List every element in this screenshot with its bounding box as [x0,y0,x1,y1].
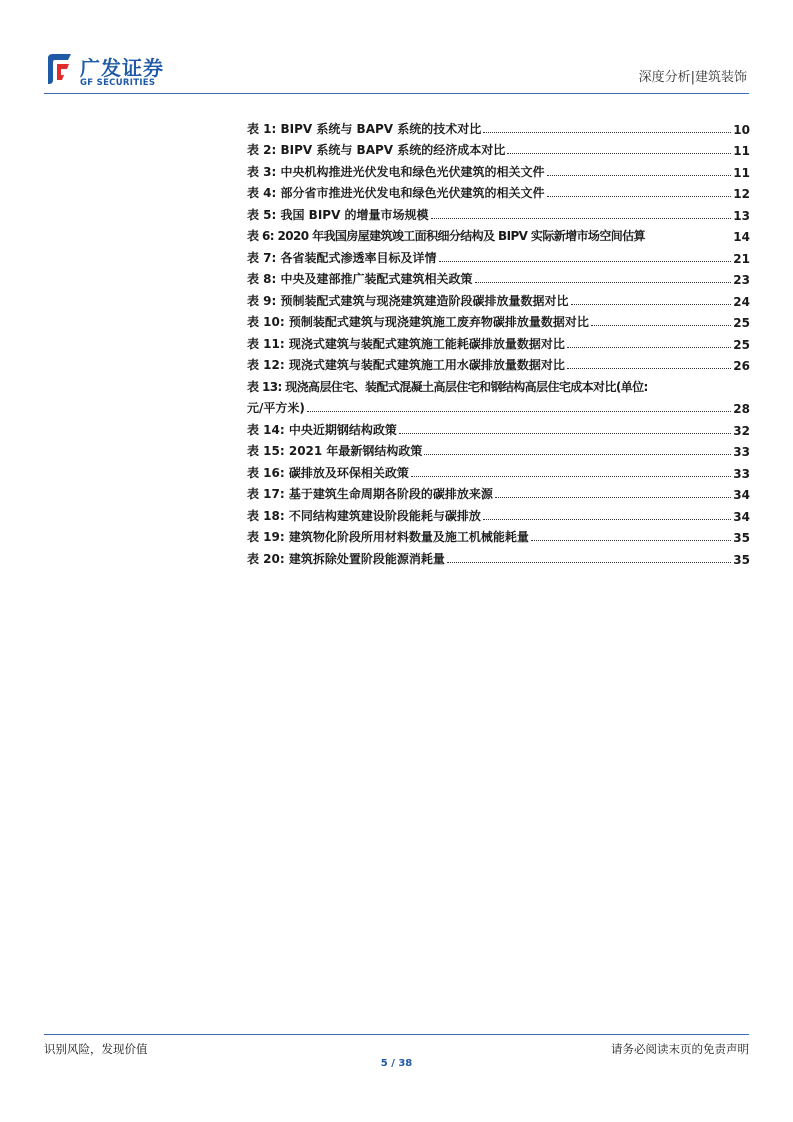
toc-item-page: 12 [733,187,750,201]
toc-item-title: 表 6: 2020 年我国房屋建筑竣工面积细分结构及 BIPV 实际新增市场空间估算 [247,229,645,243]
report-section-label: 深度分析|建筑装饰 [638,70,747,85]
company-logo [44,52,204,92]
toc-leader-dots [411,476,731,477]
gf-logo-icon [44,52,74,86]
toc-leader-dots [483,132,731,133]
toc-item-title: 表 16: 碳排放及环保相关政策 [247,465,409,480]
toc-item-page: 11 [733,165,750,180]
toc-item-page: 11 [733,144,750,158]
toc-item-title: 表 17: 基于建筑生命周期各阶段的碳排放来源 [247,487,493,501]
toc-item-page: 10 [733,122,750,137]
toc-item-9[interactable] [247,287,750,309]
toc-item-13-line1[interactable] [247,373,750,395]
toc-item-4[interactable] [247,180,750,202]
toc-item-title: 表 13: 现浇高层住宅、装配式混凝土高层住宅和钢结构高层住宅成本对比(单位: [247,379,648,394]
toc-item-title: 表 9: 预制装配式建筑与现浇建筑建造阶段碳排放量数据对比 [247,293,569,308]
toc-leader-dots [547,196,732,197]
toc-leader-dots [571,304,732,305]
toc-item-page: 33 [733,466,750,481]
toc-leader-dots [307,411,731,412]
table-of-tables [247,115,750,567]
toc-item-2[interactable] [247,137,750,159]
toc-item-12[interactable] [247,352,750,374]
toc-leader-dots [431,218,732,219]
toc-item-title: 表 3: 中央机构推进光伏发电和绿色光伏建筑的相关文件 [247,164,545,179]
toc-leader-dots [424,454,731,455]
toc-item-title: 表 2: BIPV 系统与 BAPV 系统的经济成本对比 [247,143,506,157]
toc-item-title: 表 4: 部分省市推进光伏发电和绿色光伏建筑的相关文件 [247,186,545,200]
toc-item-19[interactable] [247,524,750,546]
toc-leader-dots [495,497,731,498]
toc-item-page: 23 [733,273,750,287]
toc-item-title: 表 5: 我国 BIPV 的增量市场规模 [247,207,429,222]
toc-item-title: 表 20: 建筑拆除处置阶段能源消耗量 [247,551,445,566]
toc-item-page: 35 [733,552,750,567]
toc-item-title-cont: 元/平方米) [247,401,305,415]
logo-chinese-name: 广发证券 [80,56,164,80]
toc-item-title: 表 1: BIPV 系统与 BAPV 系统的技术对比 [247,121,482,136]
toc-leader-dots [399,433,731,434]
toc-item-13-line2[interactable] [247,395,750,417]
footer-disclaimer-notice: 请务必阅读末页的免责声明 [611,1042,749,1056]
toc-item-title: 表 7: 各省装配式渗透率目标及详情 [247,250,437,265]
footer-slogan: 识别风险，发现价值 [44,1042,148,1056]
toc-item-page: 34 [733,509,750,524]
toc-leader-dots [475,282,732,283]
toc-leader-dots [591,325,731,326]
toc-item-title: 表 14: 中央近期钢结构政策 [247,422,397,437]
toc-item-page: 35 [733,531,750,545]
logo-english-name: GF SECURITIES [80,78,156,88]
toc-item-page: 25 [733,337,750,352]
toc-item-title: 表 15: 2021 年最新钢结构政策 [247,444,423,458]
footer-divider [44,1034,749,1035]
toc-item-20[interactable] [247,545,750,567]
toc-item-page: 24 [733,294,750,309]
toc-item-10[interactable] [247,309,750,331]
toc-leader-dots [547,175,732,176]
toc-item-page: 32 [733,423,750,438]
toc-leader-dots [647,239,731,240]
toc-item-title: 表 19: 建筑物化阶段所用材料数量及施工机械能耗量 [247,530,529,544]
toc-item-7[interactable] [247,244,750,266]
toc-item-6[interactable] [247,223,750,245]
toc-item-17[interactable] [247,481,750,503]
toc-item-8[interactable] [247,266,750,288]
toc-item-11[interactable] [247,330,750,352]
toc-item-3[interactable] [247,158,750,180]
toc-item-page: 33 [733,445,750,459]
toc-item-page: 34 [733,488,750,502]
toc-item-5[interactable] [247,201,750,223]
toc-item-page: 28 [733,402,750,416]
toc-leader-dots [567,368,731,369]
toc-item-16[interactable] [247,459,750,481]
toc-item-page: 14 [733,230,750,244]
toc-item-page: 13 [733,208,750,223]
toc-item-title: 表 11: 现浇式建筑与装配式建筑施工能耗碳排放量数据对比 [247,336,565,351]
toc-leader-dots [439,261,732,262]
toc-item-15[interactable] [247,438,750,460]
toc-item-18[interactable] [247,502,750,524]
toc-leader-dots [531,540,731,541]
toc-item-title: 表 18: 不同结构建筑建设阶段能耗与碳排放 [247,508,481,523]
toc-leader-dots [507,153,731,154]
page-number: 5 / 38 [380,1058,413,1069]
toc-leader-dots [567,347,731,348]
toc-item-page: 26 [733,359,750,373]
toc-leader-dots [447,562,731,563]
toc-item-1[interactable] [247,115,750,137]
header-divider [44,93,749,94]
toc-leader-dots [483,519,731,520]
toc-item-title: 表 8: 中央及建部推广装配式建筑相关政策 [247,272,473,286]
toc-item-title: 表 12: 现浇式建筑与装配式建筑施工用水碳排放量数据对比 [247,358,565,372]
toc-item-title: 表 10: 预制装配式建筑与现浇建筑施工废弃物碳排放量数据对比 [247,315,589,329]
toc-item-14[interactable] [247,416,750,438]
toc-item-page: 25 [733,316,750,330]
toc-item-page: 21 [733,251,750,266]
page-header [0,0,793,96]
